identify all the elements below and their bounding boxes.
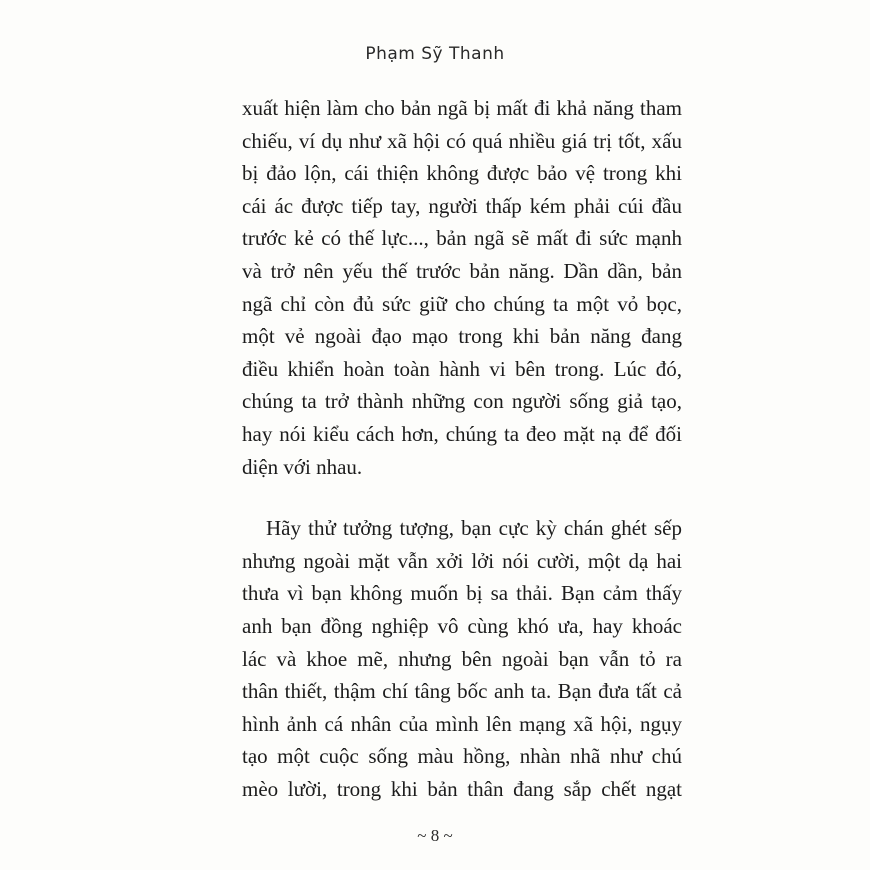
text-line: xuất hiện làm cho bản ngã bị mất đi khả năng tham (242, 96, 682, 120)
text-line: Hãy thử tưởng tượng, bạn cực kỳ chán ghét sếp (266, 516, 682, 541)
text-line: mèo lười, trong khi bản thân đang sắp chết ngạt (242, 776, 682, 801)
text-line: diện với nhau. (242, 454, 363, 479)
text-line: thưa vì bạn không muốn bị sa thải. Bạn cảm thấy (242, 581, 682, 606)
text-line: thân thiết, thậm chí tâng bốc anh ta. Bạn đưa tất cả (242, 679, 682, 704)
text-line: trước kẻ có thế lực..., bản ngã sẽ mất đi sức mạnh (242, 226, 682, 251)
running-header-author: Phạm Sỹ Thanh (365, 44, 505, 64)
paragraph-2 (242, 512, 682, 805)
text-line: tạo một cuộc sống màu hồng, nhàn nhã như chú (242, 744, 682, 769)
page-body (242, 92, 682, 805)
text-line: cái ác được tiếp tay, người thấp kém phải cúi đầu (242, 193, 682, 218)
text-line: một vẻ ngoài đạo mạo trong khi bản năng đang (242, 324, 682, 349)
text-line: điều khiển hoàn toàn hành vi bên trong. Lúc đó, (242, 356, 682, 381)
text-line: hình ảnh cá nhân của mình lên mạng xã hội, ngụy (242, 711, 682, 736)
text-line: lác và khoe mẽ, nhưng bên ngoài bạn vẫn tỏ ra (242, 646, 682, 671)
text-line: hay nói kiểu cách hơn, chúng ta đeo mặt nạ để đối (242, 421, 682, 446)
paragraph-1 (242, 92, 682, 483)
text-line: chúng ta trở thành những con người sống giả tạo, (242, 389, 682, 414)
text-line: anh bạn đồng nghiệp vô cùng khó ưa, hay khoác (242, 613, 682, 638)
text-line: nhưng ngoài mặt vẫn xởi lởi nói cười, một dạ hai (242, 548, 682, 573)
text-line: ngã chỉ còn đủ sức giữ cho chúng ta một vỏ bọc, (242, 291, 682, 316)
text-line: và trở nên yếu thế trước bản năng. Dần dần, bản (242, 258, 682, 283)
page-number: ~ 8 ~ (417, 826, 453, 845)
text-line: chiếu, ví dụ như xã hội có quá nhiều giá trị tốt, xấu (242, 128, 682, 153)
text-line: bị đảo lộn, cái thiện không được bảo vệ trong khi (242, 161, 682, 186)
